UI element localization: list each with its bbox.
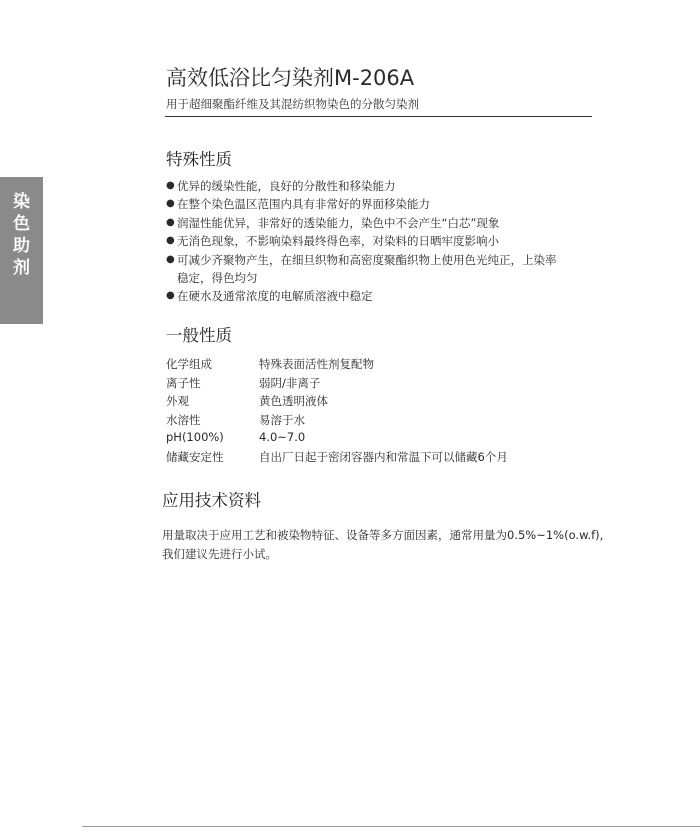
category-char: 染 — [13, 192, 30, 212]
property-value: 易溶于水 — [259, 412, 305, 427]
list-item — [166, 214, 606, 232]
property-name: 外观 — [166, 394, 189, 408]
special-properties-heading: 特殊性质 — [166, 150, 232, 169]
list-item — [166, 177, 606, 195]
application-paragraph — [162, 526, 632, 563]
category-side-tab — [0, 177, 43, 324]
general-properties-heading: 一般性质 — [166, 326, 232, 345]
application-line: 我们建议先进行小试。 — [162, 546, 277, 561]
property-name: 储藏安定性 — [166, 449, 224, 464]
property-value: 自出厂日起于密闭容器内和常温下可以储藏6个月 — [259, 449, 508, 464]
list-item-text: 在硬水及通常浓度的电解质溶液中稳定 — [177, 289, 373, 304]
list-item — [166, 287, 606, 305]
list-item — [166, 195, 606, 213]
bullet-icon: ● — [166, 235, 175, 247]
bullet-icon: ● — [166, 290, 175, 302]
list-item-text: 无消色现象，不影响染料最终得色率，对染料的日晒牢度影响小 — [177, 234, 499, 249]
property-value: 黄色透明液体 — [259, 394, 328, 408]
category-char: 色 — [13, 214, 30, 234]
category-char: 助 — [13, 236, 30, 256]
property-name: 离子性 — [166, 375, 201, 390]
list-item — [166, 232, 606, 250]
bullet-icon: ● — [166, 253, 175, 265]
property-name: pH(100%) — [166, 430, 224, 444]
property-name: 水溶性 — [166, 412, 201, 427]
category-char: 剂 — [13, 258, 30, 278]
bullet-icon: ● — [166, 216, 175, 228]
list-item — [166, 251, 606, 288]
bullet-icon: ● — [166, 180, 175, 191]
list-item-text: 在整个染色温区范围内具有非常好的界面移染能力 — [177, 197, 430, 212]
property-value: 弱阴/非离子 — [259, 375, 321, 390]
property-name: 化学组成 — [166, 357, 212, 371]
footer-divider — [82, 826, 700, 827]
list-item-text: 润湿性能优异，非常好的透染能力，染色中不会产生“白芯”现象 — [177, 215, 500, 230]
category-label — [0, 191, 43, 279]
application-heading: 应用技术资料 — [162, 491, 261, 510]
product-subtitle: 用于超细聚酯纤维及其混纺织物染色的分散匀染剂 — [166, 97, 419, 111]
application-line: 用量取决于应用工艺和被染物特征、设备等多方面因素，通常用量为0.5%~1%(o.w.f), — [162, 528, 604, 542]
list-item-continuation: 稳定，得色均匀 — [177, 271, 258, 286]
property-value: 4.0~7.0 — [259, 430, 306, 444]
list-item-text: 优异的缓染性能，良好的分散性和移染能力 — [177, 179, 396, 193]
bullet-icon: ● — [166, 198, 175, 210]
special-properties-list — [166, 177, 606, 306]
list-item-text: 可减少齐聚物产生，在细旦织物和高密度聚酯织物上使用色光纯正，上染率 — [177, 252, 557, 267]
property-value: 特殊表面活性剂复配物 — [259, 357, 374, 371]
title-divider — [165, 116, 592, 117]
product-title: 高效低浴比匀染剂M-206A — [166, 66, 415, 90]
